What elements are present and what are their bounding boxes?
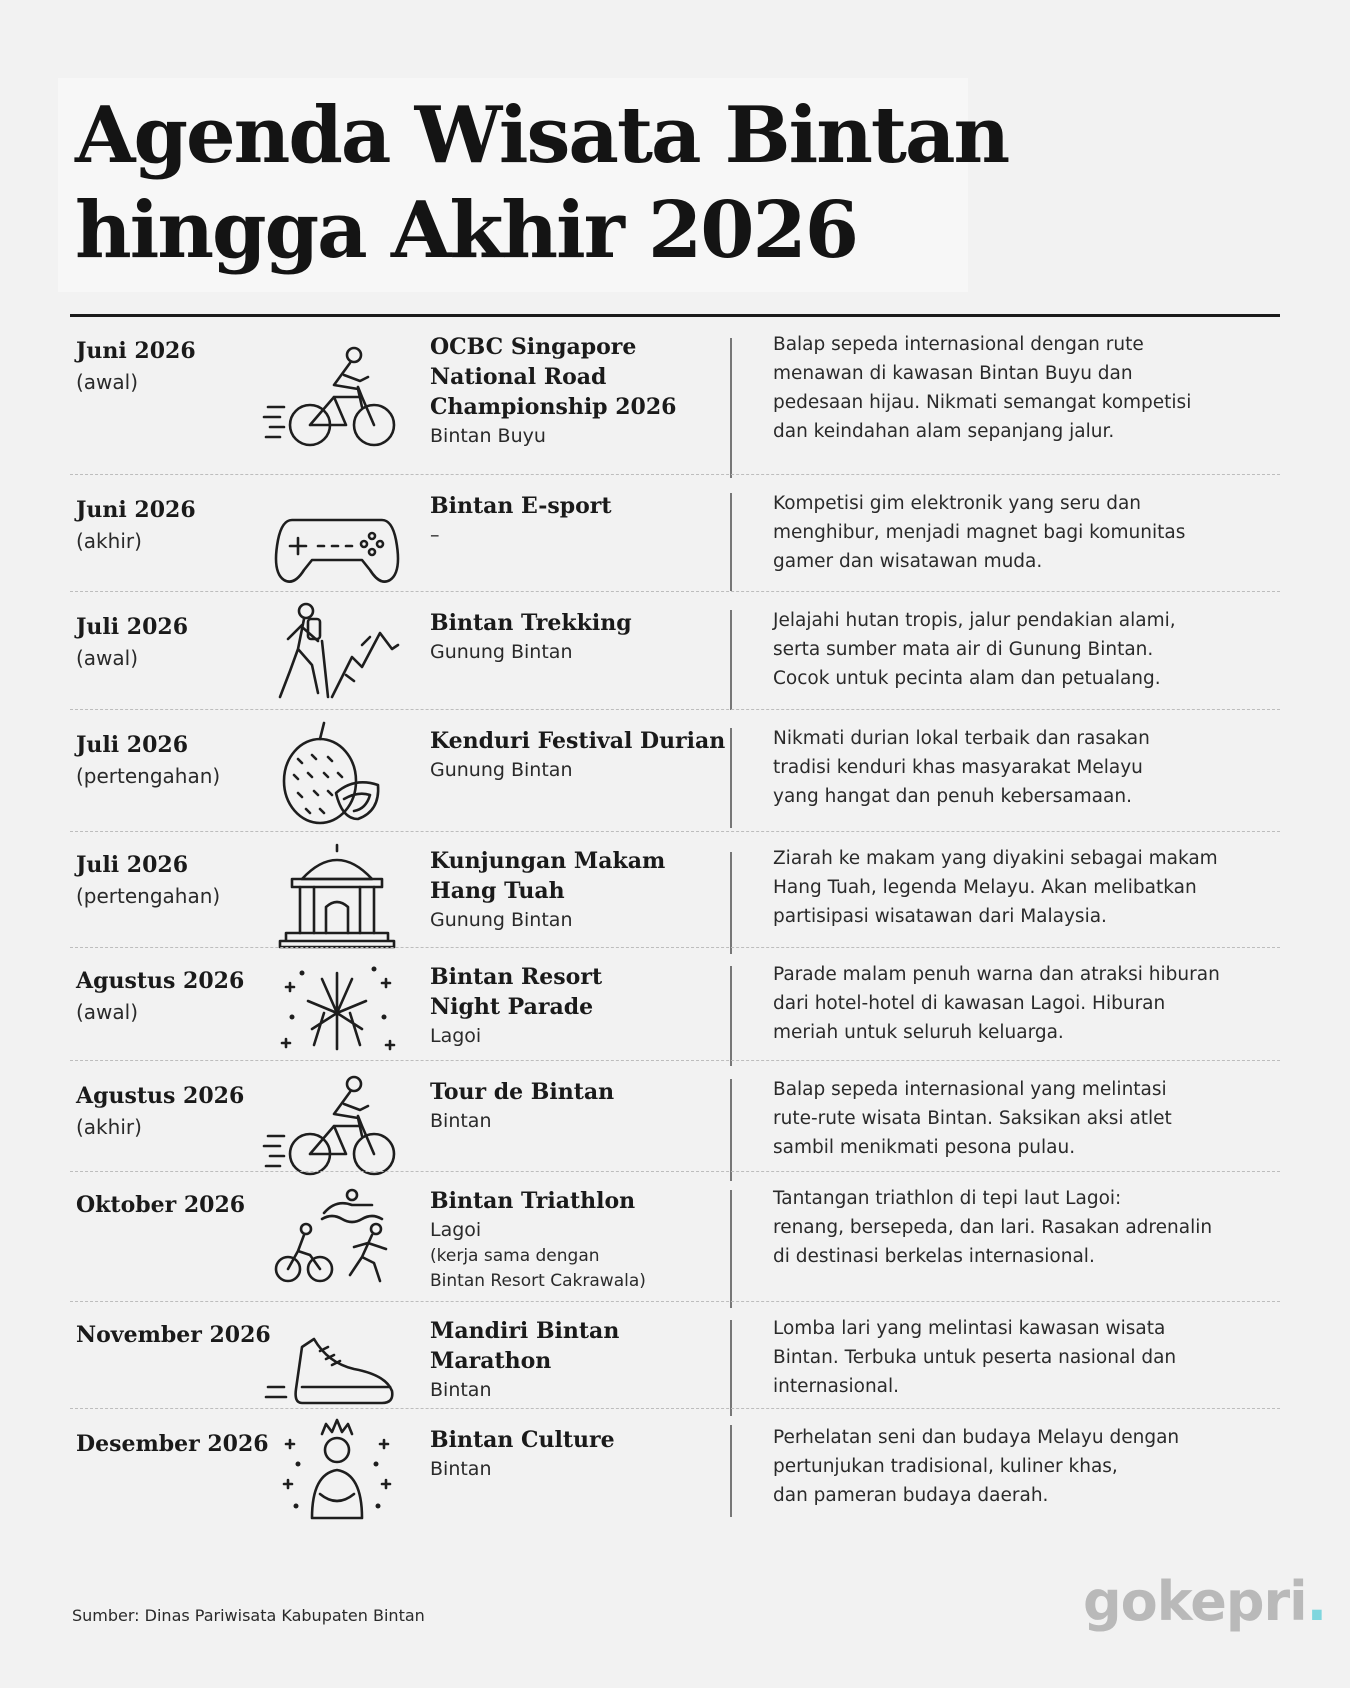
event-description: Balap sepeda internasional yang melintasi rute-rute wisata Bintan. Saksikan aksi atlet sambil menikmati pesona pulau. [773,1079,1172,1158]
column-divider [730,493,732,591]
event-description: Ziarah ke makam yang diyakini sebagai makam Hang Tuah, legenda Melayu. Akan melibatkan partisipasi wisatawan dari Malaysia. [773,848,1218,927]
agenda-row [70,948,1280,1061]
event-info [430,1077,730,1135]
event-info [430,846,730,934]
event-month: November 2026 [76,1322,271,1348]
event-name: Tour de Bintan [430,1079,615,1105]
event-month: Juni 2026 [76,338,196,364]
event-description: Kompetisi gim elektronik yang seru dan menghibur, menjadi magnet bagi komunitas gamer dan wisatawan muda. [773,493,1186,572]
event-month: Juli 2026 [76,614,189,640]
event-name: OCBC Singapore National Road Championship 2026 [430,334,677,420]
agenda-row [70,475,1280,592]
event-info [430,1425,730,1483]
page-title [75,88,1008,278]
event-info [430,332,730,450]
event-info [430,726,730,784]
event-description: Tantangan triathlon di tepi laut Lagoi: renang, bersepeda, dan lari. Rasakan adrenalin di destinasi berkelas internasional. [773,1188,1213,1267]
event-location: Gunung Bintan [430,641,573,663]
event-period: (awal) [76,370,139,394]
event-info [430,608,730,666]
column-divider [730,1320,732,1416]
durian-icon [262,710,412,840]
event-description: Lomba lari yang melintasi kawasan wisata Bintan. Terbuka untuk peserta nasional dan internasional. [773,1318,1177,1397]
brand-logo [1083,1570,1326,1633]
column-divider [730,338,732,478]
event-location: Gunung Bintan [430,759,573,781]
event-period: (akhir) [76,529,142,553]
source-credit: Sumber: Dinas Pariwisata Kabupaten Bintan [72,1606,425,1625]
event-date [76,730,286,792]
column-divider [730,852,732,954]
column-divider [730,966,732,1066]
event-date [76,1081,286,1143]
agenda-row [70,1409,1280,1515]
agenda-row [70,1302,1280,1409]
event-name: Kenduri Festival Durian [430,728,726,754]
event-date [76,1190,286,1220]
brand-dot: . [1306,1570,1327,1633]
event-name: Bintan Resort Night Parade [430,964,603,1020]
event-date [76,966,286,1028]
event-date [76,336,286,398]
event-name: Kunjungan Makam Hang Tuah [430,848,666,904]
column-divider [730,1425,732,1517]
event-info [430,1186,730,1294]
event-month: Agustus 2026 [76,968,245,994]
event-info [430,1316,730,1404]
column-divider [730,610,732,710]
event-date [76,850,286,912]
event-name: Mandiri Bintan Marathon [430,1318,620,1374]
event-date [76,1320,286,1350]
agenda-row [70,1172,1280,1302]
event-location: Bintan [430,1458,492,1480]
title-divider [70,314,1280,317]
cyclist-icon [262,332,412,462]
event-location: Lagoi [430,1025,482,1047]
event-name: Bintan Triathlon [430,1188,636,1214]
event-date [76,612,286,674]
triathlon-icon [262,1172,412,1302]
malay-dancer-icon [262,1409,412,1539]
title-line-2: hingga Akhir 2026 [75,185,858,276]
brand-name: gokepri [1083,1570,1307,1633]
gamepad-icon [262,475,412,605]
event-date [76,495,286,557]
agenda-row [70,1061,1280,1172]
event-location: Bintan Buyu [430,425,546,447]
event-month: Desember 2026 [76,1431,269,1457]
agenda-row [70,832,1280,948]
event-location: Bintan [430,1379,492,1401]
event-name: Bintan E-sport [430,493,612,519]
column-divider [730,1079,732,1181]
event-description: Parade malam penuh warna dan atraksi hiburan dari hotel-hotel di kawasan Lagoi. Hiburan meriah untuk seluruh keluarga. [773,964,1220,1043]
fireworks-icon [262,948,412,1078]
event-period: (awal) [76,646,139,670]
event-period: (pertengahan) [76,764,221,788]
event-name: Bintan Trekking [430,610,632,636]
column-divider [730,728,732,828]
mausoleum-icon [262,832,412,962]
event-info [430,962,730,1050]
event-date [76,1429,286,1459]
event-month: Oktober 2026 [76,1192,246,1218]
event-location: Lagoi [430,1219,482,1241]
hiker-icon [262,592,412,722]
event-location: Bintan [430,1110,492,1132]
event-month: Juli 2026 [76,732,189,758]
event-description: Perhelatan seni dan budaya Melayu dengan pertunjukan tradisional, kuliner khas, dan pameran budaya daerah. [773,1427,1180,1506]
event-location: Gunung Bintan [430,909,573,931]
event-location: – [430,524,440,546]
title-line-1: Agenda Wisata Bintan [75,90,1009,181]
event-description: Balap sepeda internasional dengan rute menawan di kawasan Bintan Buyu dan pedesaan hijau. Nikmati semangat kompetisi dan keindahan alam sepanjang jalur. [773,334,1192,442]
event-month: Juli 2026 [76,852,189,878]
event-info [430,491,730,549]
event-period: (akhir) [76,1115,142,1139]
event-month: Agustus 2026 [76,1083,245,1109]
event-description: Nikmati durian lokal terbaik dan rasakan tradisi kenduri khas masyarakat Melayu yang hangat dan penuh kebersamaan. [773,728,1150,807]
agenda-row [70,592,1280,710]
agenda-row [70,710,1280,832]
event-note: (kerja sama dengan Bintan Resort Cakrawala) [430,1246,646,1291]
event-period: (pertengahan) [76,884,221,908]
event-month: Juni 2026 [76,497,196,523]
column-divider [730,1190,732,1308]
event-period: (awal) [76,1000,139,1024]
event-description: Jelajahi hutan tropis, jalur pendakian alami, serta sumber mata air di Gunung Bintan. Cocok untuk pecinta alam dan petualang. [773,610,1176,689]
agenda-row [70,318,1280,475]
event-name: Bintan Culture [430,1427,615,1453]
